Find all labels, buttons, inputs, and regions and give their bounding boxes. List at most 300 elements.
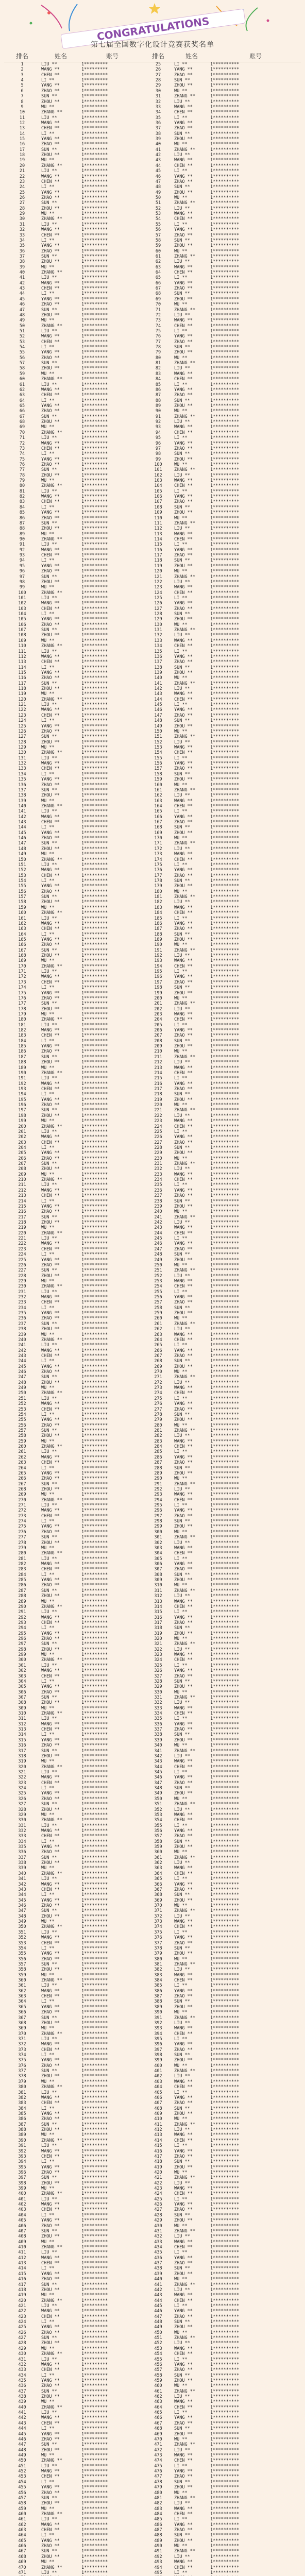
- account-cell: 1*********: [81, 601, 108, 606]
- account-cell: 1*********: [81, 1065, 108, 1071]
- table-row: [4, 302, 301, 307]
- name-cell: WANG **: [174, 1011, 193, 1017]
- rank-cell: 312: [154, 1594, 162, 1599]
- rank-cell: 302: [18, 1668, 26, 1674]
- name-cell: ZHANG **: [174, 1001, 195, 1007]
- account-cell: 1**********: [210, 1011, 240, 1017]
- rank-cell: 188: [18, 1060, 26, 1065]
- name-cell: LI **: [41, 558, 55, 564]
- account-cell: 1*********: [81, 2058, 108, 2063]
- name-cell: WU **: [41, 1652, 55, 1658]
- account-cell: 1*********: [81, 1422, 108, 1428]
- rank-cell: 94: [155, 430, 161, 435]
- table-row: [4, 2410, 301, 2415]
- account-cell: 1**********: [210, 232, 240, 238]
- rank-cell: 460: [18, 2511, 26, 2517]
- account-cell: 1*********: [81, 1978, 108, 1984]
- name-cell: ZHANG **: [41, 643, 62, 649]
- table-row: [4, 1930, 301, 1935]
- rank-cell: 100: [18, 590, 26, 596]
- rank-cell: 115: [154, 542, 162, 548]
- account-cell: 1*********: [81, 2314, 108, 2319]
- rank-cell: 248: [154, 1252, 162, 1258]
- rank-cell: 220: [154, 1103, 162, 1108]
- rank-cell: 38: [155, 131, 161, 137]
- name-cell: ZHANG **: [41, 2404, 62, 2410]
- rank-cell: 290: [154, 1476, 162, 1482]
- table-row: [4, 2069, 301, 2074]
- rank-cell: 154: [18, 878, 26, 884]
- account-cell: 1**********: [210, 488, 240, 494]
- account-cell: 1*********: [81, 862, 108, 868]
- account-cell: 1*********: [81, 430, 108, 435]
- account-cell: 1*********: [81, 1246, 108, 1252]
- name-cell: YANG **: [174, 868, 193, 873]
- account-cell: 1**********: [210, 1999, 240, 2005]
- name-cell: WANG **: [174, 531, 193, 537]
- name-cell: LIU **: [41, 1770, 57, 1775]
- name-cell: CHEN **: [41, 393, 60, 398]
- rank-cell: 178: [18, 1006, 26, 1012]
- rank-cell: 285: [154, 1449, 162, 1455]
- rank-cell: 281: [154, 1428, 162, 1433]
- account-cell: 1**********: [210, 494, 240, 500]
- rank-cell: 169: [18, 958, 26, 964]
- account-cell: 1**********: [210, 2042, 240, 2047]
- rank-cell: 30: [155, 88, 161, 94]
- account-cell: 1**********: [210, 1327, 240, 1332]
- name-cell: CHEN **: [41, 286, 60, 292]
- rank-cell: 203: [18, 1140, 26, 1145]
- rank-cell: 29: [155, 83, 161, 89]
- name-cell: SUN **: [41, 467, 57, 473]
- rank-cell: 62: [19, 387, 25, 393]
- account-cell: 1**********: [210, 1721, 240, 1727]
- rank-cell: 465: [18, 2538, 26, 2544]
- rank-cell: 393: [154, 2026, 162, 2031]
- table-row: [4, 446, 301, 451]
- name-cell: ZHAO **: [174, 2528, 193, 2533]
- name-cell: WU **: [41, 691, 55, 697]
- account-cell: 1*********: [81, 264, 108, 270]
- account-cell: 1*********: [81, 2159, 108, 2165]
- account-cell: 1**********: [210, 1321, 240, 1327]
- account-cell: 1**********: [210, 1551, 240, 1556]
- account-cell: 1**********: [210, 1780, 240, 1786]
- table-row: [4, 152, 301, 158]
- table-row: [4, 2026, 301, 2031]
- name-cell: CHEN **: [41, 339, 60, 345]
- account-cell: 1*********: [81, 2026, 108, 2031]
- name-cell: LI **: [41, 1412, 55, 1417]
- name-cell: YANG **: [174, 761, 193, 767]
- table-row: [4, 1583, 301, 1588]
- rank-cell: 312: [18, 1721, 26, 1727]
- name-cell: SUN **: [174, 825, 190, 831]
- rank-cell: 238: [18, 1327, 26, 1332]
- rank-cell: 325: [18, 1791, 26, 1797]
- rank-cell: 14: [19, 131, 25, 137]
- rank-cell: 381: [18, 2090, 26, 2095]
- rank-cell: 306: [18, 1689, 26, 1695]
- name-cell: ZHANG **: [41, 2244, 62, 2250]
- name-cell: ZHANG **: [41, 1391, 62, 1396]
- account-cell: 1*********: [81, 2309, 108, 2314]
- table-row: [4, 1615, 301, 1620]
- rank-cell: 25: [155, 62, 161, 67]
- rank-cell: 91: [155, 414, 161, 419]
- rank-cell: 39: [155, 137, 161, 142]
- account-cell: 1*********: [81, 1433, 108, 1439]
- rank-cell: 474: [154, 2458, 162, 2464]
- table-row: [4, 2224, 301, 2229]
- account-cell: 1*********: [81, 1700, 108, 1706]
- rank-cell: 191: [154, 947, 162, 953]
- account-cell: 1**********: [210, 2106, 240, 2111]
- account-cell: 1**********: [210, 126, 240, 131]
- name-cell: ZHANG **: [41, 857, 62, 862]
- rank-cell: 143: [154, 691, 162, 697]
- name-cell: SUN **: [41, 2549, 57, 2554]
- name-cell: LIU **: [174, 2020, 190, 2026]
- table-row: [4, 2426, 301, 2431]
- rank-cell: 396: [18, 2170, 26, 2175]
- account-cell: 1**********: [210, 1887, 240, 1892]
- account-cell: 1*********: [81, 2479, 108, 2485]
- rank-cell: 149: [154, 723, 162, 729]
- table-row: [4, 2122, 301, 2127]
- name-cell: ZHOU **: [41, 739, 60, 745]
- table-row: [4, 1711, 301, 1716]
- table-row: [4, 2474, 301, 2479]
- account-cell: 1**********: [210, 2357, 240, 2362]
- rank-cell: 408: [154, 2106, 162, 2111]
- account-cell: 1**********: [210, 809, 240, 815]
- name-cell: ZHAO **: [41, 836, 60, 841]
- name-cell: SUN **: [174, 1145, 190, 1150]
- name-cell: ZHOU **: [41, 2554, 60, 2560]
- account-cell: 1*********: [81, 1289, 108, 1295]
- table-row: [4, 643, 301, 649]
- name-cell: YANG **: [174, 174, 193, 179]
- rank-cell: 403: [18, 2207, 26, 2213]
- table-row: [4, 1166, 301, 1172]
- rank-cell: 50: [19, 323, 25, 329]
- rank-cell: 133: [154, 638, 162, 643]
- account-cell: 1**********: [210, 2069, 240, 2074]
- rank-cell: 409: [18, 2239, 26, 2245]
- table-row: [4, 2234, 301, 2239]
- account-cell: 1*********: [81, 686, 108, 692]
- rank-cell: 365: [18, 2004, 26, 2010]
- account-cell: 1**********: [210, 1535, 240, 1540]
- table-row: [4, 2528, 301, 2533]
- table-row: [4, 1439, 301, 1444]
- account-cell: 1*********: [81, 1364, 108, 1369]
- table-row: [4, 2138, 301, 2143]
- rank-cell: 222: [18, 1241, 26, 1247]
- name-cell: SUN **: [41, 2175, 57, 2181]
- table-row: [4, 1989, 301, 1994]
- rank-cell: 24: [19, 184, 25, 190]
- account-cell: 1**********: [210, 1844, 240, 1850]
- name-cell: SUN **: [41, 1268, 57, 1274]
- name-cell: WU **: [41, 1385, 55, 1391]
- table-row: [4, 991, 301, 996]
- name-cell: ZHOU **: [41, 2127, 60, 2133]
- rank-cell: 68: [155, 291, 161, 297]
- account-cell: 1*********: [81, 2474, 108, 2480]
- name-cell: WANG **: [174, 1278, 193, 1284]
- table-row: [4, 2485, 301, 2490]
- name-cell: WU **: [174, 2170, 188, 2175]
- name-cell: YANG **: [41, 1204, 60, 1209]
- table-row: [4, 1103, 301, 1108]
- name-cell: WU **: [41, 2186, 55, 2192]
- account-cell: 1**********: [210, 291, 240, 297]
- name-cell: LI **: [41, 1519, 55, 1524]
- account-cell: 1*********: [81, 1054, 108, 1060]
- name-cell: WU **: [174, 1796, 188, 1802]
- name-cell: LI **: [41, 612, 55, 617]
- account-cell: 1*********: [81, 2202, 108, 2208]
- account-cell: 1**********: [210, 1978, 240, 1984]
- table-row: [4, 2448, 301, 2453]
- rank-cell: 356: [18, 1956, 26, 1962]
- rank-cell: 415: [154, 2143, 162, 2149]
- account-cell: 1**********: [210, 2399, 240, 2405]
- rank-cell: 393: [18, 2154, 26, 2159]
- account-cell: 1*********: [81, 275, 108, 281]
- rank-cell: 231: [154, 1161, 162, 1167]
- account-cell: 1*********: [81, 2335, 108, 2341]
- account-cell: 1*********: [81, 595, 108, 601]
- rank-cell: 388: [18, 2127, 26, 2133]
- account-cell: 1**********: [210, 1492, 240, 1498]
- account-cell: 1*********: [81, 2079, 108, 2084]
- rank-cell: 423: [18, 2314, 26, 2319]
- account-cell: 1*********: [81, 2287, 108, 2293]
- name-cell: SUN **: [174, 1679, 190, 1684]
- table-row: [4, 1401, 301, 1406]
- table-row: [4, 1828, 301, 1834]
- name-cell: LIU **: [41, 1396, 57, 1401]
- account-cell: 1*********: [81, 2426, 108, 2432]
- account-cell: 1**********: [210, 1594, 240, 1599]
- rank-cell: 411: [154, 2122, 162, 2127]
- name-cell: SUN **: [41, 1161, 57, 1167]
- name-cell: LIU **: [41, 2250, 57, 2256]
- rank-cell: 453: [154, 2346, 162, 2351]
- table-row: [4, 2303, 301, 2309]
- name-cell: ZHAO **: [41, 2277, 60, 2282]
- account-cell: 1**********: [210, 910, 240, 916]
- rank-cell: 208: [18, 1166, 26, 1172]
- account-cell: 1**********: [210, 2309, 240, 2314]
- name-cell: SUN **: [41, 361, 57, 366]
- name-cell: CHEN **: [174, 1604, 193, 1609]
- rank-cell: 197: [154, 979, 162, 985]
- table-row: [4, 766, 301, 771]
- rank-cell: 28: [155, 78, 161, 83]
- account-cell: 1**********: [210, 1519, 240, 1524]
- name-cell: ZHANG **: [41, 963, 62, 969]
- account-cell: 1**********: [210, 2495, 240, 2501]
- account-cell: 1**********: [210, 1076, 240, 1081]
- name-cell: WU **: [174, 1262, 188, 1268]
- name-cell: LI **: [174, 916, 188, 921]
- rank-cell: 296: [154, 1508, 162, 1514]
- rank-cell: 433: [154, 2239, 162, 2245]
- name-cell: WU **: [174, 1156, 188, 1161]
- rank-cell: 294: [154, 1497, 162, 1503]
- name-cell: SUN **: [174, 1198, 190, 1204]
- account-cell: 1*********: [81, 2431, 108, 2437]
- rank-cell: 160: [18, 910, 26, 916]
- table-row: [4, 2442, 301, 2447]
- name-cell: ZHOU **: [41, 2394, 60, 2400]
- name-cell: LIU **: [174, 1060, 190, 1065]
- rank-cell: 311: [18, 1716, 26, 1722]
- account-cell: 1**********: [210, 1305, 240, 1311]
- account-cell: 1*********: [81, 1828, 108, 1834]
- rank-cell: 306: [154, 1561, 162, 1567]
- rank-cell: 61: [19, 382, 25, 387]
- rank-cell: 87: [155, 393, 161, 398]
- table-row: [4, 910, 301, 916]
- account-cell: 1*********: [81, 1321, 108, 1327]
- rank-cell: 97: [19, 574, 25, 580]
- table-row: [4, 2367, 301, 2372]
- rank-cell: 432: [154, 2234, 162, 2240]
- name-cell: YANG **: [174, 227, 193, 233]
- rank-cell: 72: [155, 312, 161, 318]
- rank-cell: 121: [18, 702, 26, 708]
- name-cell: WU **: [174, 2544, 188, 2549]
- account-cell: 1*********: [81, 2036, 108, 2042]
- rank-cell: 282: [154, 1433, 162, 1439]
- name-cell: LI **: [174, 2196, 188, 2202]
- name-cell: LIU **: [174, 1327, 190, 1332]
- name-cell: WANG **: [174, 2079, 193, 2084]
- account-cell: 1**********: [210, 1081, 240, 1087]
- table-row: [4, 382, 301, 387]
- account-cell: 1*********: [81, 1193, 108, 1199]
- account-cell: 1*********: [81, 1348, 108, 1353]
- table-row: [4, 889, 301, 894]
- name-cell: ZHANG **: [174, 1481, 195, 1487]
- account-cell: 1**********: [210, 681, 240, 686]
- table-row: [4, 2256, 301, 2261]
- account-cell: 1*********: [81, 536, 108, 542]
- rank-cell: 416: [18, 2277, 26, 2282]
- name-cell: ZHANG **: [41, 1551, 62, 1556]
- name-cell: WU **: [174, 142, 188, 147]
- table-row: [4, 179, 301, 184]
- rank-cell: 376: [154, 1935, 162, 1941]
- account-cell: 1*********: [81, 1150, 108, 1156]
- name-cell: SUN **: [174, 2159, 190, 2165]
- name-cell: ZHOU **: [41, 1540, 60, 1546]
- rank-cell: 53: [155, 211, 161, 217]
- rank-cell: 325: [154, 1663, 162, 1668]
- name-cell: LI **: [41, 1892, 55, 1898]
- rank-cell: 430: [154, 2223, 162, 2229]
- account-cell: 1*********: [81, 2388, 108, 2394]
- table-row: [4, 2421, 301, 2426]
- rank-cell: 399: [18, 2186, 26, 2192]
- table-row: [4, 1957, 301, 1962]
- account-cell: 1**********: [210, 1422, 240, 1428]
- account-cell: 1*********: [81, 1882, 108, 1887]
- table-row: [4, 387, 301, 393]
- name-cell: ZHANG **: [174, 1694, 195, 1700]
- account-cell: 1**********: [210, 307, 240, 313]
- name-cell: WU **: [41, 211, 55, 217]
- rank-cell: 346: [18, 1903, 26, 1908]
- name-cell: WANG **: [174, 2453, 193, 2458]
- account-cell: 1*********: [81, 243, 108, 249]
- name-cell: ZHAO **: [41, 1209, 60, 1215]
- table-row: [4, 2437, 301, 2442]
- account-cell: 1**********: [210, 761, 240, 767]
- rank-cell: 339: [18, 1866, 26, 1871]
- table-row: [4, 969, 301, 974]
- table-row: [4, 857, 301, 862]
- account-cell: 1**********: [210, 2565, 240, 2570]
- rank-cell: 111: [154, 520, 162, 526]
- rank-cell: 86: [155, 387, 161, 393]
- name-cell: ZHANG **: [174, 520, 195, 526]
- rank-cell: 364: [18, 1999, 26, 2005]
- table-row: [4, 318, 301, 323]
- account-cell: 1**********: [210, 1903, 240, 1908]
- table-row: [4, 137, 301, 142]
- name-cell: WU **: [174, 2010, 188, 2015]
- account-cell: 1*********: [81, 916, 108, 921]
- name-cell: WANG **: [41, 2522, 60, 2528]
- account-cell: 1**********: [210, 2207, 240, 2213]
- rank-cell: 197: [18, 1108, 26, 1113]
- rank-cell: 343: [154, 1759, 162, 1765]
- rank-cell: 453: [18, 2474, 26, 2480]
- account-cell: 1*********: [81, 798, 108, 804]
- rank-cell: 366: [154, 1882, 162, 1887]
- rank-cell: 301: [154, 1535, 162, 1540]
- table-row: [4, 265, 301, 270]
- table-row: [4, 366, 301, 371]
- rank-cell: 69: [19, 425, 25, 430]
- rank-cell: 234: [18, 1305, 26, 1311]
- name-cell: YANG **: [41, 137, 60, 142]
- account-cell: 1*********: [81, 910, 108, 916]
- name-cell: LIU **: [41, 969, 57, 975]
- rank-cell: 376: [18, 2063, 26, 2069]
- account-cell: 1**********: [210, 1994, 240, 1999]
- rank-cell: 103: [18, 606, 26, 612]
- header-name-2: 姓名: [185, 53, 198, 60]
- rank-cell: 294: [18, 1625, 26, 1631]
- rank-cell: 458: [154, 2372, 162, 2378]
- rank-cell: 441: [154, 2282, 162, 2287]
- rank-cell: 405: [18, 2218, 26, 2224]
- account-cell: 1*********: [81, 62, 108, 67]
- name-cell: WANG **: [41, 547, 60, 553]
- table-row: [4, 1113, 301, 1118]
- rank-cell: 143: [18, 820, 26, 825]
- account-cell: 1**********: [210, 777, 240, 783]
- table-row: [4, 1274, 301, 1279]
